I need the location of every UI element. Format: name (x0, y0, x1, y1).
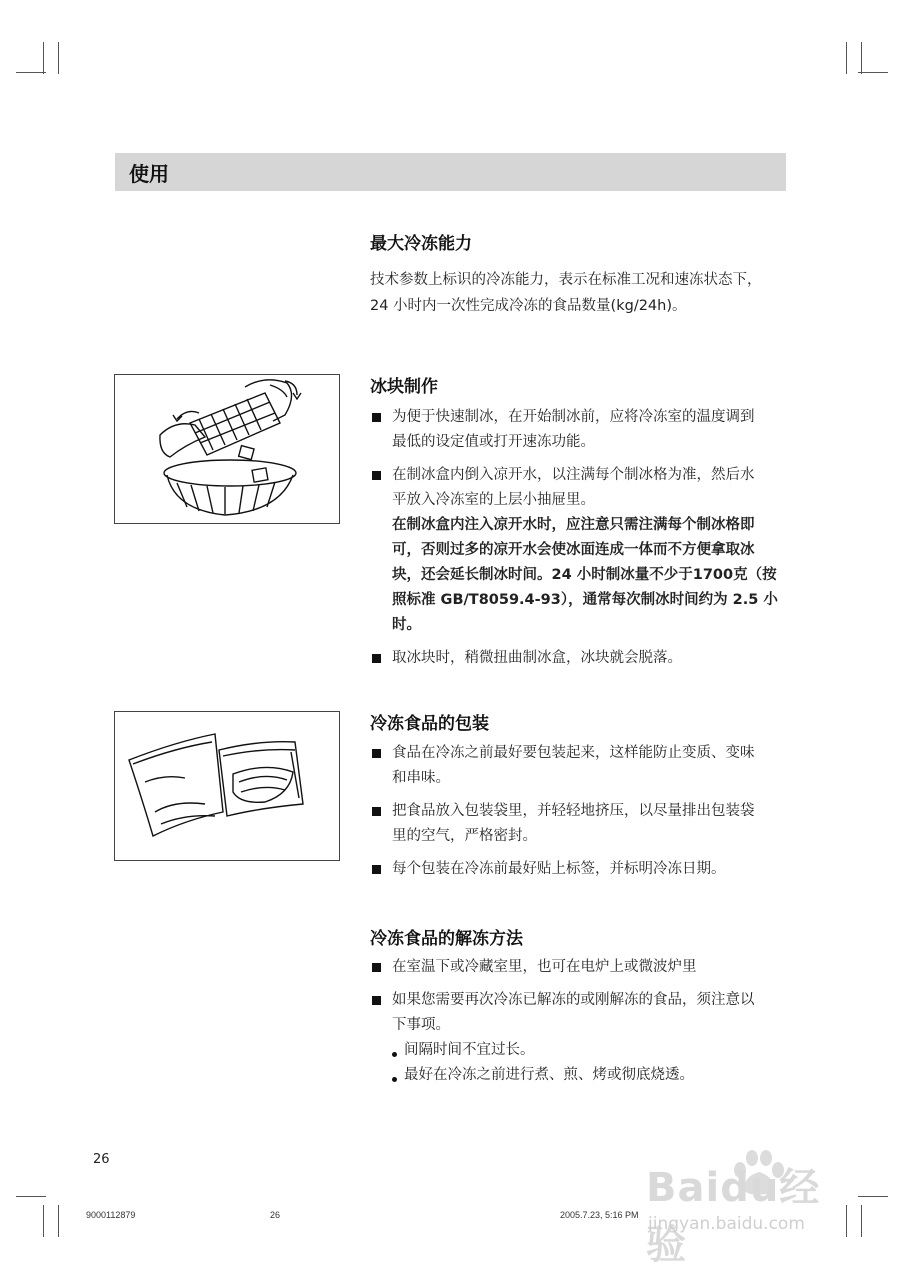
packaging-bullet-2-line: 里的空气，严格密封。 (392, 828, 537, 844)
ice-bullet-1-line: 最低的设定值或打开速冻功能。 (392, 434, 595, 450)
footer-page: 26 (270, 1210, 281, 1220)
thawing-sub-item-2 (370, 1063, 788, 1088)
crop-mark (858, 1196, 888, 1197)
square-bullet-icon (372, 996, 381, 1005)
page-number: 26 (93, 1152, 110, 1167)
ice-bullet-3-line: 取冰块时，稍微扭曲制冰盒，冰块就会脱落。 (392, 650, 682, 666)
max-freeze-text-line: 技术参数上标识的冷冻能力，表示在标准工况和速冻状态下， (370, 272, 762, 288)
square-bullet-icon (372, 807, 381, 816)
square-bullet-icon (372, 749, 381, 758)
max-freeze-section (370, 229, 788, 319)
square-bullet-icon (372, 413, 381, 422)
crop-mark (846, 42, 847, 74)
footer-date: 2005.7.23, 5:16 PM (560, 1210, 639, 1220)
ice-bullet-3 (370, 646, 788, 671)
packaging-bullet-1-line: 食品在冷冻之前最好要包装起来，这样能防止变质、变味 (392, 745, 755, 761)
packaging-bullet-3 (370, 857, 788, 882)
watermark-url: jingyan.baidu.com (648, 1214, 805, 1234)
section-header-bar (115, 153, 786, 191)
ice-tray-icon (115, 375, 339, 523)
crop-mark (861, 1205, 862, 1237)
dot-bullet-icon (392, 1052, 397, 1057)
ice-bullet-1 (370, 405, 788, 455)
ice-bullet-1-line: 为便于快速制冰，在开始制冰前，应将冷冻室的温度调到 (392, 409, 755, 425)
packaging-bullet-1 (370, 741, 788, 791)
ice-title: 冰块制作 (370, 377, 438, 397)
thawing-section (370, 924, 788, 1088)
crop-mark (16, 72, 46, 73)
ice-note-line: 块，还会延长制冰时间。24 小时制冰量不少于1700克（按 (392, 567, 777, 583)
thawing-bullet-2 (370, 988, 788, 1038)
freezer-bag-icon (115, 712, 339, 860)
baidu-watermark (640, 1150, 860, 1268)
crop-mark (58, 1205, 59, 1237)
packaging-title: 冷冻食品的包装 (370, 714, 489, 734)
packaging-section (370, 709, 788, 882)
crop-mark (43, 1205, 44, 1237)
thawing-sub-item-text: 间隔时间不宜过长。 (404, 1042, 535, 1058)
crop-mark (858, 72, 888, 73)
square-bullet-icon (372, 654, 381, 663)
max-freeze-text-line: 24 小时内一次性完成冷冻的食品数量(kg/24h)。 (370, 298, 687, 314)
thawing-sub-item-1 (370, 1038, 788, 1063)
page-title: 使用 (129, 162, 169, 186)
thawing-bullet-2-line: 如果您需要再次冷冻已解冻的或刚解冻的食品，须注意以 (392, 992, 755, 1008)
thawing-bullet-1 (370, 955, 788, 980)
ice-tray-illustration (114, 374, 340, 524)
footer-doc-id: 9000112879 (86, 1210, 136, 1220)
watermark-logo: Baidu经验 (646, 1165, 821, 1268)
ice-bullet-2-line: 在制冰盒内倒入凉开水，以注满每个制冰格为准，然后水 (392, 467, 755, 483)
square-bullet-icon (372, 865, 381, 874)
square-bullet-icon (372, 471, 381, 480)
ice-section (370, 372, 788, 671)
thawing-bullet-2-line: 下事项。 (392, 1017, 450, 1033)
ice-note-line: 在制冰盒内注入凉开水时，应注意只需注满每个制冰格即 (392, 517, 755, 533)
packaging-bullet-2-line: 把食品放入包装袋里，并轻轻地挤压，以尽量排出包装袋 (392, 803, 755, 819)
crop-mark (16, 1196, 46, 1197)
thawing-title: 冷冻食品的解冻方法 (370, 929, 523, 949)
thawing-sub-item-text: 最好在冷冻之前进行煮、煎、烤或彻底烧透。 (404, 1067, 694, 1083)
thawing-bullet-1-line: 在室温下或冷藏室里，也可在电炉上或微波炉里 (392, 959, 697, 975)
ice-note-line: 可，否则过多的凉开水会使冰面连成一体而不方便拿取冰 (392, 542, 755, 558)
dot-bullet-icon (392, 1077, 397, 1082)
packaging-bullet-2 (370, 799, 788, 849)
square-bullet-icon (372, 963, 381, 972)
packaging-bullet-1-line: 和串味。 (392, 770, 450, 786)
crop-mark (58, 42, 59, 74)
max-freeze-title: 最大冷冻能力 (370, 234, 472, 254)
packaging-bullet-3-line: 每个包装在冷冻前最好贴上标签，并标明冷冻日期。 (392, 861, 726, 877)
ice-bullet-2-line: 平放入冷冻室的上层小抽屉里。 (392, 492, 595, 508)
crop-mark (861, 42, 862, 74)
ice-bullet-2 (370, 463, 788, 638)
ice-note-line: 时。 (392, 617, 421, 633)
packaging-illustration (114, 711, 340, 861)
ice-note-line: 照标准 GB/T8059.4-93），通常每次制冰时间约为 2.5 小 (392, 592, 778, 608)
crop-mark (43, 42, 44, 74)
